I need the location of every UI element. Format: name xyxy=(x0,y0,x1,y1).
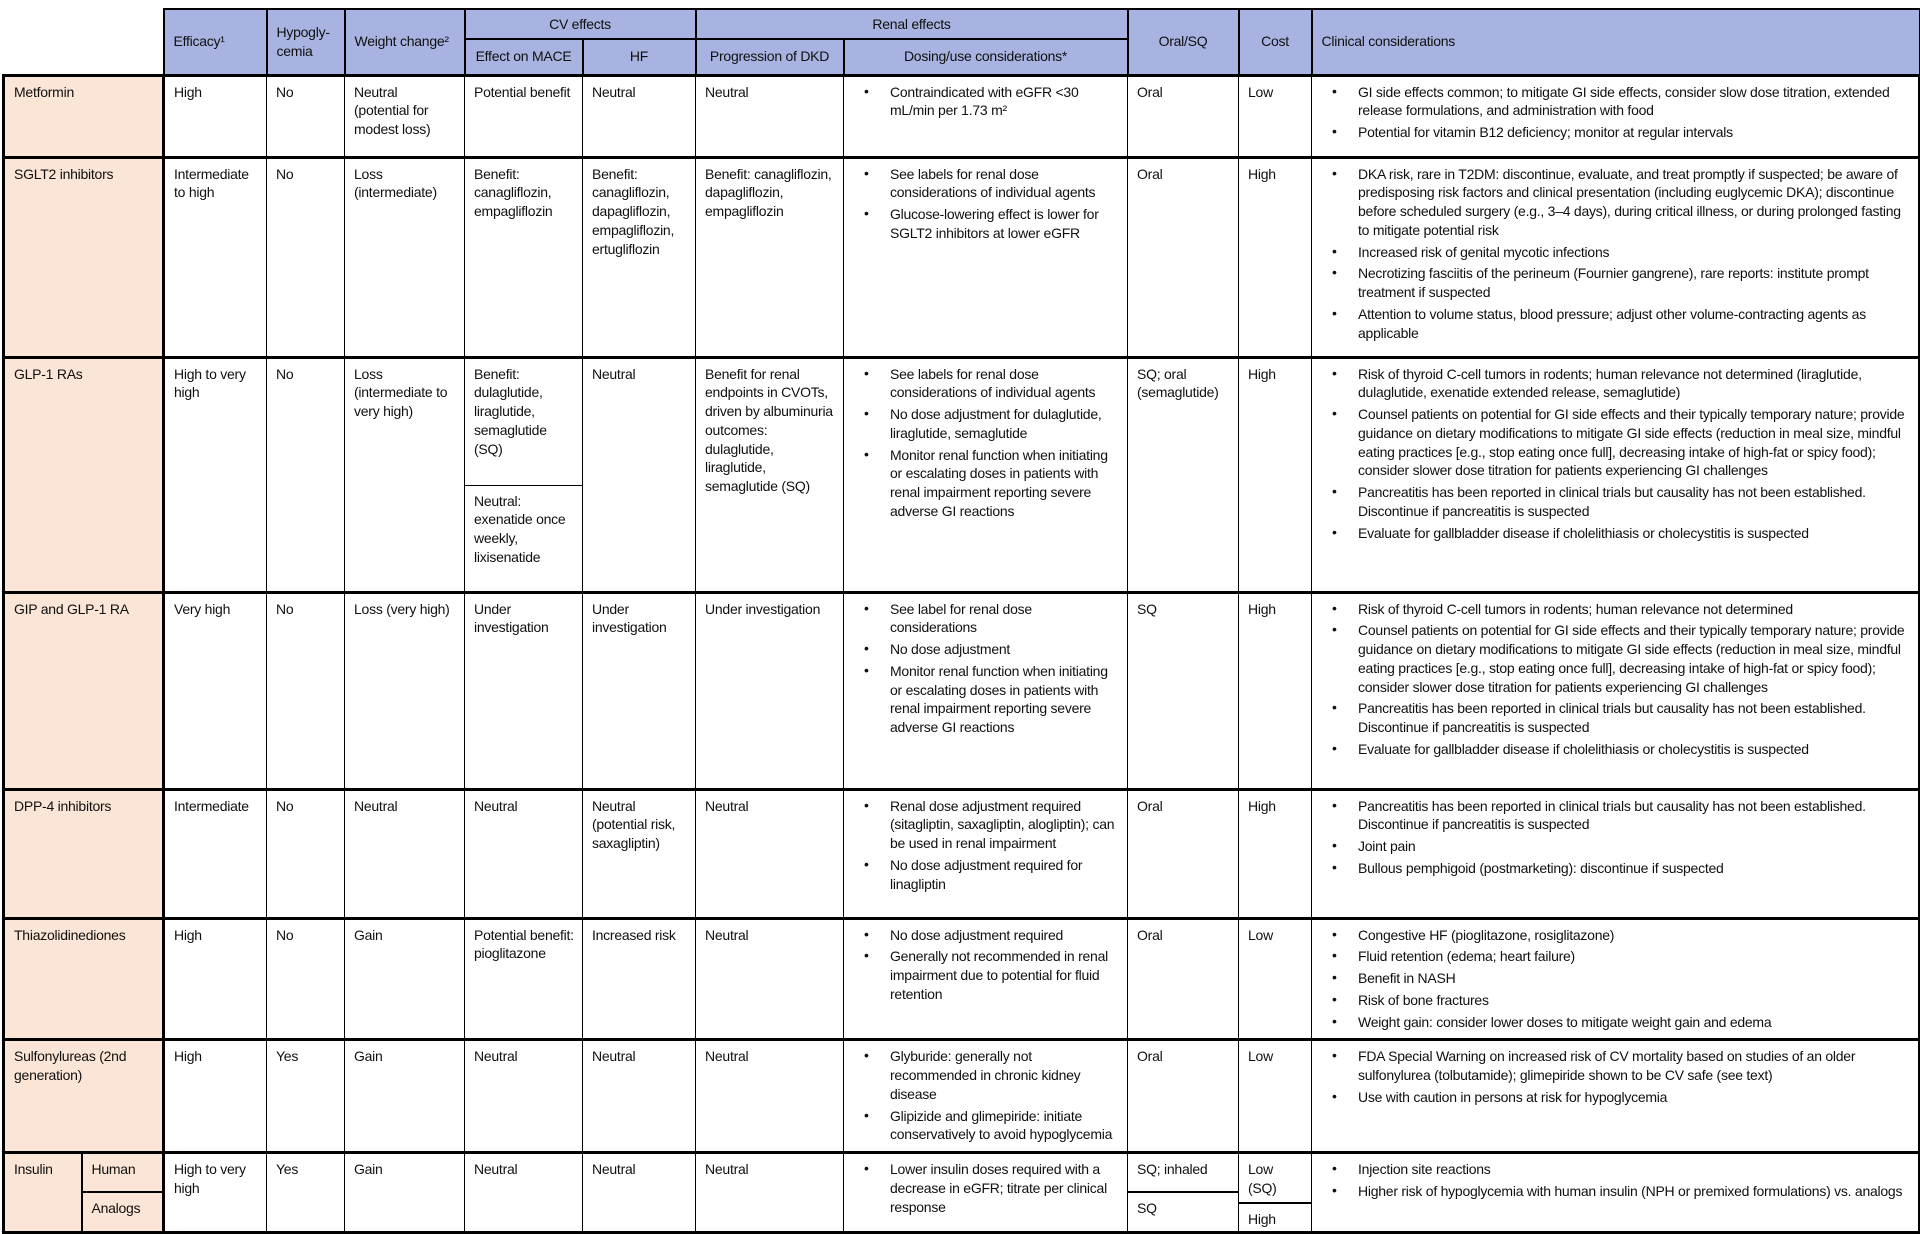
cost-cell: High xyxy=(1239,789,1312,918)
dosing-considerations-cell xyxy=(844,157,1128,357)
hypoglycemia-cell: No xyxy=(267,592,345,789)
clinical-considerations-cell xyxy=(1312,918,1920,1040)
weight-change-cell: Loss (very high) xyxy=(345,592,465,789)
dosing-considerations-cell xyxy=(844,1153,1128,1233)
mace-cell: Neutral xyxy=(465,1040,583,1153)
bullet-item: • Glipizide and glimepiride: initiate conservatively to avoid hypoglycemia xyxy=(844,1107,1119,1145)
route-cell: Oral xyxy=(1128,157,1239,357)
clinical-considerations-cell xyxy=(1312,157,1920,357)
bullet-item: • Increased risk of genital mycotic infections xyxy=(1312,243,1910,262)
drug-class-cell: Thiazolidinediones xyxy=(4,918,164,1040)
cost-cell: Low xyxy=(1239,75,1312,157)
bullet-list xyxy=(1312,1160,1910,1201)
bullet-item: • Lower insulin doses required with a decrease in eGFR; titrate per clinical response xyxy=(844,1160,1119,1216)
mace-cell: Benefit: canagliflozin, empagliflozin xyxy=(465,157,583,357)
bullet-item: • Glucose-lowering effect is lower for SGLT2 inhibitors at lower eGFR xyxy=(844,205,1119,243)
clinical-considerations-cell xyxy=(1312,75,1920,157)
table-row-dpp4 xyxy=(4,789,1920,918)
header-renal-effects: Renal effects xyxy=(696,9,1128,39)
bullet-list xyxy=(1312,797,1910,878)
mace-cell: Potential benefit: pioglitazone xyxy=(465,918,583,1040)
hf-cell: Neutral xyxy=(583,1040,696,1153)
route-cell: Oral xyxy=(1128,1040,1239,1153)
bullet-item: • Monitor renal function when initiating or escalating doses in patients with renal impairment reporting severe adverse GI reactions xyxy=(844,662,1119,737)
bullet-list xyxy=(1312,926,1910,1032)
header-oral-sq: Oral/SQ xyxy=(1128,9,1239,75)
weight-change-cell: Loss (intermediate) xyxy=(345,157,465,357)
header-clinical-considerations: Clinical considerations xyxy=(1312,9,1920,75)
hf-cell: Neutral xyxy=(583,1153,696,1233)
header-effect-on-mace: Effect on MACE xyxy=(465,39,583,75)
efficacy-cell: Intermediate to high xyxy=(164,157,267,357)
insulin-type-cell xyxy=(82,1153,164,1233)
drug-class-cell: Insulin xyxy=(4,1153,82,1233)
table-row-insulin xyxy=(4,1153,1920,1233)
bullet-item: • GI side effects common; to mitigate GI side effects, consider slow dose titration, extended release formulations, and administration with food xyxy=(1312,83,1910,121)
bullet-item: • Counsel patients on potential for GI side effects and their typically temporary nature; provide guidance on dietary modifications to mitigate GI side effects (reduction in meal size, mindful eating practices [e.g., stop eating once full], decreasing intake of high-fat or spicy food); consider slower dose titration for patients experiencing GI challenges xyxy=(1312,405,1910,480)
bullet-item: • Evaluate for gallbladder disease if cholelithiasis or cholecystitis is suspected xyxy=(1312,524,1910,543)
dkd-cell: Benefit: canagliflozin, dapagliflozin, empagliflozin xyxy=(696,157,844,357)
bullet-item: • Risk of thyroid C-cell tumors in rodents; human relevance not determined xyxy=(1312,600,1910,619)
bullet-item: • Renal dose adjustment required (sitagliptin, saxagliptin, alogliptin); can be used in renal impairment xyxy=(844,797,1119,853)
header-hypoglycemia: Hypogly-cemia xyxy=(267,9,345,75)
bullet-list xyxy=(1312,165,1910,343)
efficacy-cell: High xyxy=(164,75,267,157)
drug-class-cell: SGLT2 inhibitors xyxy=(4,157,164,357)
efficacy-cell: Intermediate xyxy=(164,789,267,918)
bullet-item: • Necrotizing fasciitis of the perineum (Fournier gangrene), rare reports: institute prompt treatment if suspected xyxy=(1312,264,1910,302)
table-row-gip-glp1 xyxy=(4,592,1920,789)
drug-class-cell: Sulfonylureas (2nd generation) xyxy=(4,1040,164,1153)
route-cell: Oral xyxy=(1128,75,1239,157)
bullet-item: • Counsel patients on potential for GI side effects and their typically temporary nature; provide guidance on dietary modifications to mitigate GI side effects (reduction in meal size, mindful eating practices [e.g., stop eating once full], decreasing intake of high-fat or spicy food); consider slower dose titration for patients experiencing GI challenges xyxy=(1312,621,1910,696)
bullet-item: • DKA risk, rare in T2DM: discontinue, evaluate, and treat promptly if suspected; be aware of predisposing risk factors and clinical presentation (including euglycemic DKA); discontinue before scheduled surgery (e.g., 3–4 days), during critical illness, or during prolonged fasting to mitigate potential risk xyxy=(1312,165,1910,240)
header-dosing-use-considerations: Dosing/use considerations* xyxy=(844,39,1128,75)
clinical-considerations-cell xyxy=(1312,1153,1920,1233)
bullet-item: • Potential for vitamin B12 deficiency; monitor at regular intervals xyxy=(1312,123,1910,142)
cost-cell xyxy=(1239,1153,1312,1233)
cost-cell: High xyxy=(1239,592,1312,789)
drug-class-cell: DPP-4 inhibitors xyxy=(4,789,164,918)
dkd-cell: Neutral xyxy=(696,918,844,1040)
mace-cell: Under investigation xyxy=(465,592,583,789)
route-cell: SQ xyxy=(1128,592,1239,789)
bullet-item: • Generally not recommended in renal impairment due to potential for fluid retention xyxy=(844,947,1119,1003)
route-cell: SQ; oral (semaglutide) xyxy=(1128,357,1239,592)
bullet-list xyxy=(844,1160,1119,1216)
efficacy-cell: High xyxy=(164,918,267,1040)
drug-class-cell: GIP and GLP-1 RA xyxy=(4,592,164,789)
dkd-cell: Under investigation xyxy=(696,592,844,789)
header-cv-effects: CV effects xyxy=(465,9,696,39)
dosing-considerations-cell xyxy=(844,918,1128,1040)
hf-cell: Neutral xyxy=(583,75,696,157)
dkd-cell: Benefit for renal endpoints in CVOTs, driven by albuminuria outcomes: dulaglutide, liraglutide, semaglutide (SQ) xyxy=(696,357,844,592)
dosing-considerations-cell xyxy=(844,592,1128,789)
bullet-item: • Pancreatitis has been reported in clinical trials but causality has not been established. Discontinue if pancreatitis is suspected xyxy=(1312,699,1910,737)
medication-comparison-table xyxy=(2,8,1920,1234)
bullet-item: • Risk of bone fractures xyxy=(1312,991,1910,1010)
table-row-glp1 xyxy=(4,357,1920,592)
hypoglycemia-cell: No xyxy=(267,918,345,1040)
table-header xyxy=(4,9,1920,75)
drug-class-cell: GLP-1 RAs xyxy=(4,357,164,592)
bullet-item: • See label for renal dose considerations xyxy=(844,600,1119,638)
mace-neutral-subcell: Neutral: exenatide once weekly, lixisenatide xyxy=(465,485,582,590)
route-cell xyxy=(1128,1153,1239,1233)
route-cell: Oral xyxy=(1128,789,1239,918)
bullet-list xyxy=(844,365,1119,521)
bullet-item: • No dose adjustment required xyxy=(844,926,1119,945)
weight-change-cell: Gain xyxy=(345,1040,465,1153)
bullet-item: • Injection site reactions xyxy=(1312,1160,1910,1179)
efficacy-cell: Very high xyxy=(164,592,267,789)
hypoglycemia-cell: No xyxy=(267,357,345,592)
bullet-item: • No dose adjustment xyxy=(844,640,1119,659)
cost-cell: Low xyxy=(1239,1040,1312,1153)
bullet-item: • Glyburide: generally not recommended in chronic kidney disease xyxy=(844,1047,1119,1103)
hypoglycemia-cell: No xyxy=(267,789,345,918)
cost-cell: High xyxy=(1239,157,1312,357)
cost-cell: High xyxy=(1239,357,1312,592)
cost-cell: Low xyxy=(1239,918,1312,1040)
clinical-considerations-cell xyxy=(1312,592,1920,789)
efficacy-cell: High to very high xyxy=(164,357,267,592)
dkd-cell: Neutral xyxy=(696,75,844,157)
bullet-list xyxy=(844,83,1119,121)
cost-human-subcell: Low (SQ) xyxy=(1248,1161,1277,1196)
dosing-considerations-cell xyxy=(844,1040,1128,1153)
mace-benefit-subcell: Benefit: dulaglutide, liraglutide, semaglutide (SQ) xyxy=(474,365,547,457)
bullet-item: • Bullous pemphigoid (postmarketing): discontinue if suspected xyxy=(1312,859,1910,878)
mace-cell: Potential benefit xyxy=(465,75,583,157)
bullet-list xyxy=(844,600,1119,737)
bullet-item: • No dose adjustment required for linagliptin xyxy=(844,856,1119,894)
hf-cell: Neutral xyxy=(583,357,696,592)
hypoglycemia-cell: No xyxy=(267,157,345,357)
weight-change-cell: Gain xyxy=(345,1153,465,1233)
dkd-cell: Neutral xyxy=(696,1040,844,1153)
route-human-subcell: SQ; inhaled xyxy=(1137,1161,1208,1177)
route-analogs-subcell: SQ xyxy=(1128,1191,1238,1230)
bullet-list xyxy=(844,1047,1119,1144)
hf-cell: Increased risk xyxy=(583,918,696,1040)
hf-cell: Benefit: canagliflozin, dapagliflozin, empagliflozin, ertugliflozin xyxy=(583,157,696,357)
bullet-item: • Congestive HF (pioglitazone, rosiglitazone) xyxy=(1312,926,1910,945)
insulin-analogs-subcell: Analogs xyxy=(83,1191,163,1230)
dkd-cell: Neutral xyxy=(696,1153,844,1233)
clinical-considerations-cell xyxy=(1312,789,1920,918)
bullet-item: • Joint pain xyxy=(1312,837,1910,856)
bullet-item: • See labels for renal dose considerations of individual agents xyxy=(844,365,1119,403)
bullet-list xyxy=(844,797,1119,894)
header-weight-change: Weight change² xyxy=(345,9,465,75)
efficacy-cell: High xyxy=(164,1040,267,1153)
bullet-item: • Benefit in NASH xyxy=(1312,969,1910,988)
bullet-item: • Use with caution in persons at risk for hypoglycemia xyxy=(1312,1088,1910,1107)
bullet-item: • No dose adjustment for dulaglutide, liraglutide, semaglutide xyxy=(844,405,1119,443)
table-row-tzd xyxy=(4,918,1920,1040)
cost-analogs-subcell: High xyxy=(1239,1202,1311,1233)
bullet-item: • Weight gain: consider lower doses to mitigate weight gain and edema xyxy=(1312,1013,1910,1032)
drug-class-cell: Metformin xyxy=(4,75,164,157)
weight-change-cell: Loss (intermediate to very high) xyxy=(345,357,465,592)
hypoglycemia-cell: Yes xyxy=(267,1040,345,1153)
header-hf: HF xyxy=(583,39,696,75)
hypoglycemia-cell: No xyxy=(267,75,345,157)
bullet-item: • Attention to volume status, blood pressure; adjust other volume-contracting agents as applicable xyxy=(1312,305,1910,343)
bullet-item: • See labels for renal dose considerations of individual agents xyxy=(844,165,1119,203)
table-row-metformin xyxy=(4,75,1920,157)
bullet-item: • Risk of thyroid C-cell tumors in rodents; human relevance not determined (liraglutide, dulaglutide, exenatide extended release, semaglutide) xyxy=(1312,365,1910,403)
mace-cell: Neutral xyxy=(465,1153,583,1233)
table-row-sulfonylureas xyxy=(4,1040,1920,1153)
hf-cell: Neutral (potential risk, saxagliptin) xyxy=(583,789,696,918)
weight-change-cell: Neutral xyxy=(345,789,465,918)
bullet-item: • Higher risk of hypoglycemia with human insulin (NPH or premixed formulations) vs. analogs xyxy=(1312,1182,1910,1201)
clinical-considerations-cell xyxy=(1312,357,1920,592)
route-cell: Oral xyxy=(1128,918,1239,1040)
bullet-item: • Evaluate for gallbladder disease if cholelithiasis or cholecystitis is suspected xyxy=(1312,740,1910,759)
insulin-human-subcell: Human xyxy=(91,1161,136,1177)
dosing-considerations-cell xyxy=(844,75,1128,157)
bullet-list xyxy=(844,165,1119,243)
header-efficacy: Efficacy¹ xyxy=(164,9,267,75)
bullet-list xyxy=(1312,365,1910,543)
bullet-list xyxy=(1312,1047,1910,1106)
weight-change-cell: Neutral (potential for modest loss) xyxy=(345,75,465,157)
dkd-cell: Neutral xyxy=(696,789,844,918)
bullet-list xyxy=(844,926,1119,1004)
table-row-sglt2 xyxy=(4,157,1920,357)
bullet-list xyxy=(1312,600,1910,759)
dosing-considerations-cell xyxy=(844,357,1128,592)
bullet-item: • FDA Special Warning on increased risk of CV mortality based on studies of an older sulfonylurea (tolbutamide); glimepiride shown to be CV safe (see text) xyxy=(1312,1047,1910,1085)
mace-cell xyxy=(465,357,583,592)
weight-change-cell: Gain xyxy=(345,918,465,1040)
header-cost: Cost xyxy=(1239,9,1312,75)
bullet-item: • Contraindicated with eGFR <30 mL/min per 1.73 m² xyxy=(844,83,1119,121)
hf-cell: Under investigation xyxy=(583,592,696,789)
corner-cell xyxy=(4,9,164,75)
bullet-list xyxy=(1312,83,1910,142)
header-progression-of-dkd: Progression of DKD xyxy=(696,39,844,75)
dosing-considerations-cell xyxy=(844,789,1128,918)
efficacy-cell: High to very high xyxy=(164,1153,267,1233)
hypoglycemia-cell: Yes xyxy=(267,1153,345,1233)
bullet-item: • Fluid retention (edema; heart failure) xyxy=(1312,947,1910,966)
bullet-item: • Pancreatitis has been reported in clinical trials but causality has not been established. Discontinue if pancreatitis is suspected xyxy=(1312,797,1910,835)
bullet-item: • Pancreatitis has been reported in clinical trials but causality has not been established. Discontinue if pancreatitis is suspected xyxy=(1312,483,1910,521)
clinical-considerations-cell xyxy=(1312,1040,1920,1153)
bullet-item: • Monitor renal function when initiating or escalating doses in patients with renal impairment reporting severe adverse GI reactions xyxy=(844,446,1119,521)
mace-cell: Neutral xyxy=(465,789,583,918)
